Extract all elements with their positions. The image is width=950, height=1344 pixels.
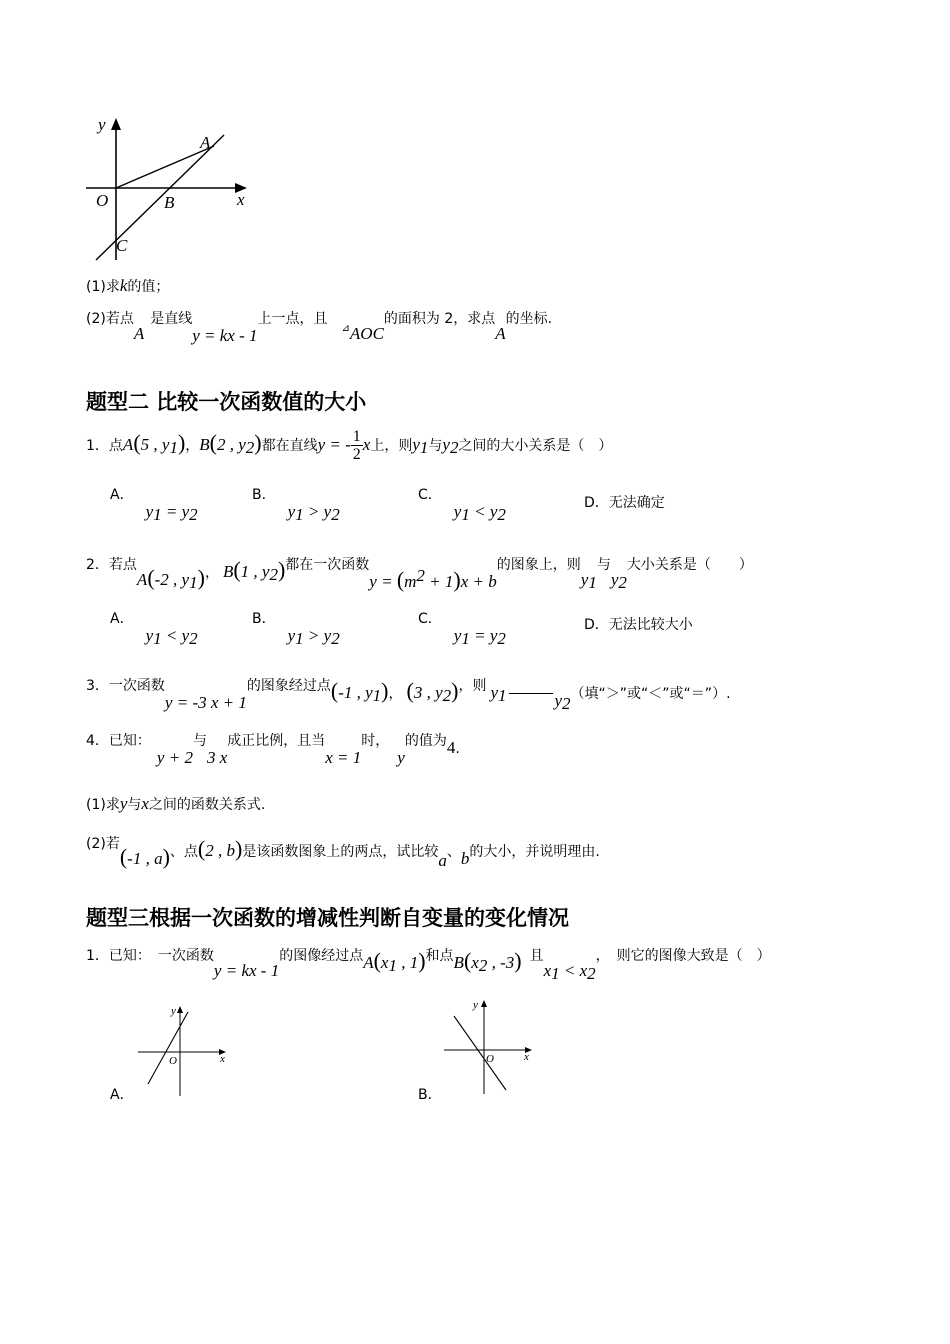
s2-p4-stem: 4．已知：y + 2与3 x成正比例，且当x = 1时，y的值为4.: [86, 733, 460, 767]
y-axis-arrow: [177, 1006, 183, 1013]
section2-title: 题型二 比较一次函数值的大小: [86, 390, 367, 414]
s3-p1-option-a-graph[interactable]: [134, 1000, 234, 1100]
line-oa: [116, 146, 214, 188]
s2-p4-q2: (2)若(-1 , a)、点(2 , b)是该函数图象上的两点，试比较a、b的大小，并说明理由.: [86, 836, 600, 870]
s2-p1-option-c[interactable]: C．$y_1 < y_2$: [418, 487, 506, 524]
s3-p1-option-b-graph[interactable]: [440, 996, 540, 1096]
s2-p1-stem: 1．点A(5 , $y_1$)，B(2 , $y_2$)都在直线y = - $\frac{1}{2}$ x上，则$y_1$与$y_2$之间的大小关系是（ ）: [86, 428, 613, 463]
s2-p2-option-d[interactable]: D．无法比较大小: [584, 617, 693, 633]
line-graph-figure: [80, 110, 260, 270]
s3-p1-stem: 1．已知： 一次函数y = kx - 1的图像经过点$A(x_1$ , 1)和点$B(x_2$ , -3) 且$x_1 < x_2$， 则它的图像大致是（ ）: [86, 948, 771, 983]
label-y: y: [98, 115, 106, 134]
label-y: y: [171, 1005, 176, 1017]
s2-p1-option-b[interactable]: B．$y_1 > y_2$: [252, 487, 340, 524]
s3-p1-option-a-label[interactable]: A．: [110, 1087, 134, 1103]
label-b: B: [164, 193, 175, 212]
prev-q1: (1)求k的值；: [86, 276, 170, 295]
s2-p2-option-b[interactable]: B．$y_1 > y_2$: [252, 611, 340, 648]
s2-p2-stem: 2．若点A(-2 , $y_1$)， B(1 , $y_2$)都在一次函数$y = (m^2 + 1)x + b$的图象上，则$y_1$与$y_2$大小关系是（ ）: [86, 557, 753, 592]
label-a: A: [200, 133, 211, 152]
answer-blank[interactable]: [509, 693, 553, 694]
label-o: O: [169, 1055, 177, 1067]
section3-title: 题型三根据一次函数的增减性判断自变量的变化情况: [86, 906, 569, 930]
s2-p3-stem: 3．一次函数y = -3 x + 1的图象经过点(-1 , $y_1$)， (3 , $y_2$)，则 $y_1$ $y_2$（填“＞”或“＜”或“＝”）.: [86, 678, 731, 713]
label-x: x: [524, 1051, 529, 1063]
label-x: x: [237, 190, 245, 209]
fraction-one-half: $\frac{1}{2}$: [352, 428, 361, 463]
y-axis-arrow: [481, 1000, 487, 1007]
prev-q2: (2)若点A是直线y = kx - 1上一点，且⊿AOC的面积为 2，求点A的坐标.: [86, 311, 553, 345]
s2-p2-option-c[interactable]: C．$y_1 = y_2$: [418, 611, 506, 648]
s2-p1-option-a[interactable]: A．$y_1 = y_2$: [110, 487, 198, 524]
label-y: y: [473, 999, 478, 1011]
label-o: O: [96, 191, 109, 210]
label-c: C: [116, 236, 128, 255]
s2-p2-option-a[interactable]: A．$y_1 < y_2$: [110, 611, 198, 648]
label-x: x: [220, 1053, 225, 1065]
s2-p4-q1: (1)求y与x之间的函数关系式.: [86, 794, 266, 813]
s3-p1-option-b-label[interactable]: B．: [418, 1087, 442, 1103]
label-o: O: [486, 1053, 494, 1065]
y-axis-arrow: [111, 118, 121, 130]
s2-p1-option-d[interactable]: D．无法确定: [584, 495, 665, 511]
graph-line: [454, 1016, 506, 1090]
graph-line: [148, 1012, 188, 1084]
